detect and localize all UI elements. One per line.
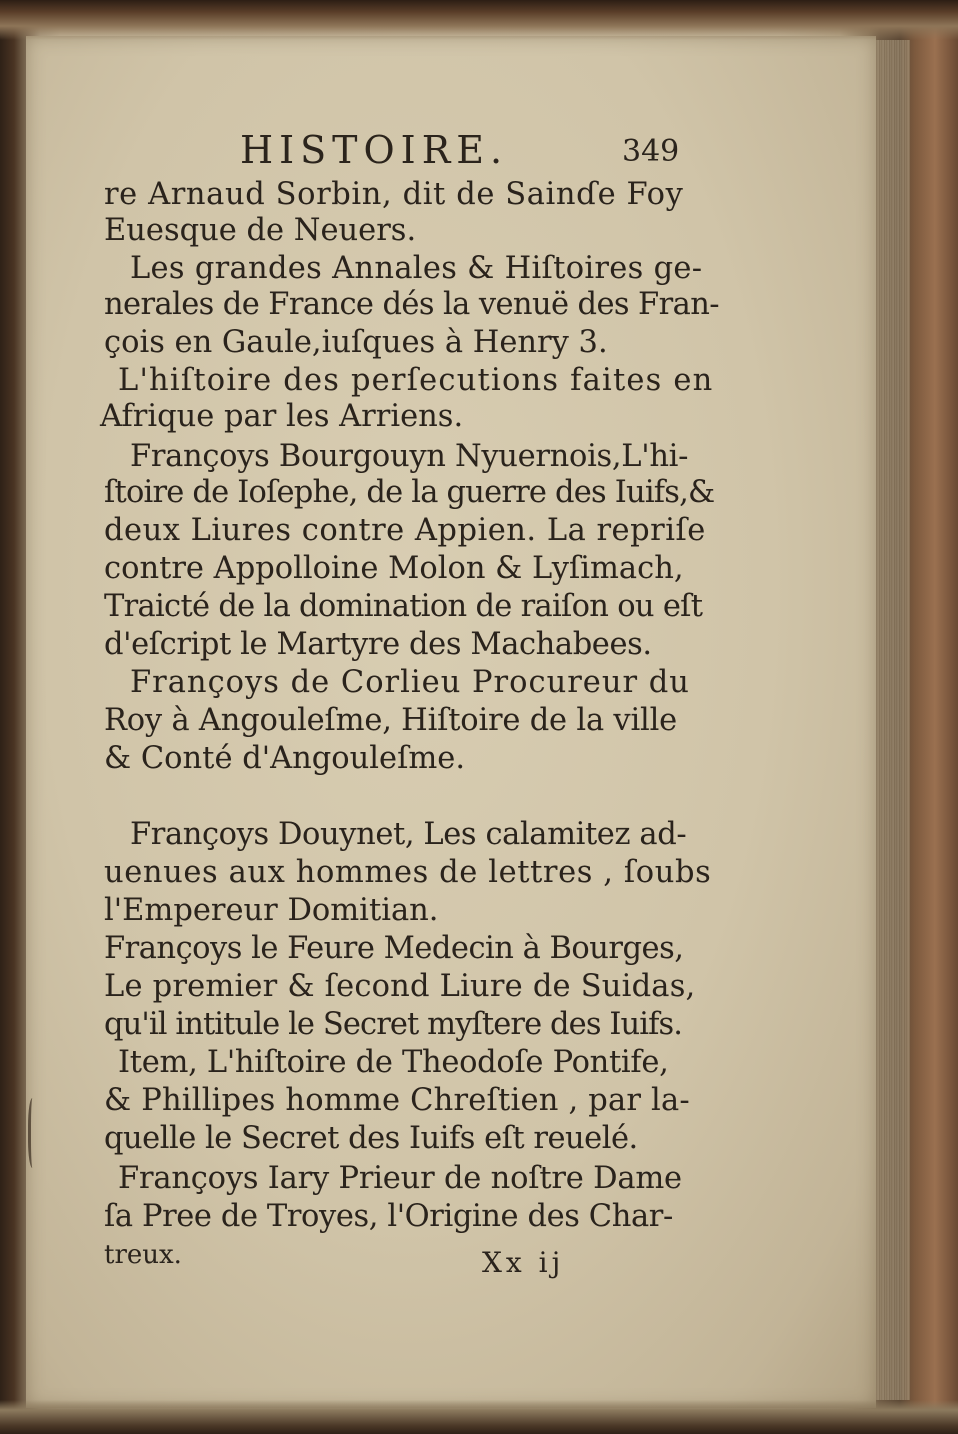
text-line: d'eſcript le Martyre des Machabees. xyxy=(104,627,652,662)
text-line: Afrique par les Arriens. xyxy=(100,399,464,434)
text-line: Françoys de Corlieu Procureur du xyxy=(130,665,690,700)
page-number: 349 xyxy=(622,134,680,169)
text-line: L'hiſtoire des perſecutions faites en xyxy=(118,363,714,398)
text-line: Roy à Angouleſme, Hiſtoire de la ville xyxy=(104,703,677,738)
text-line: re Arnaud Sorbin, dit de Sainɗe Foy xyxy=(104,177,684,212)
text-line: uenues aux hommes de lettres , ſoubs xyxy=(104,855,712,890)
text-line: çois en Gaule,iuſques à Henry 3. xyxy=(104,325,608,360)
text-line: Les grandes Annales & Hiſtoires ge- xyxy=(130,251,703,286)
text-line: qu'il intitule le Secret myſtere des Iuifs. xyxy=(104,1007,683,1042)
text-line: Françoys Bourgouyn Nyuernois,L'hi- xyxy=(130,439,689,474)
text-line: Traicté de la domination de raiſon ou eſt xyxy=(104,589,703,624)
text-line: ſa Pree de Troyes, l'Origine des Char- xyxy=(104,1199,673,1234)
text-line: deux Liures contre Appien. La repriſe xyxy=(104,513,706,548)
running-head: HISTOIRE. xyxy=(240,128,509,172)
text-line: & Phillipes homme Chreſtien , par la- xyxy=(104,1083,690,1118)
text-line: & Conté d'Angouleſme. xyxy=(104,741,466,776)
text-line: Euesque de Neuers. xyxy=(104,213,417,248)
text-line: treux. xyxy=(104,1240,182,1270)
text-line: ſtoire de Ioſephe, de la guerre des Iuifs,& xyxy=(104,475,715,510)
text-line: contre Appolloine Molon & Lyſimach, xyxy=(104,551,684,586)
text-line: nerales de France dés la venuë des Fran- xyxy=(104,287,719,322)
text-line: Françoys Douynet, Les calamitez ad- xyxy=(130,817,687,852)
text-line: l'Empereur Domitian. xyxy=(104,893,439,928)
text-line: Françoys le Feure Medecin à Bourges, xyxy=(104,931,684,966)
text-line: quelle le Secret des Iuifs eſt reuelé. xyxy=(104,1121,638,1156)
text-line: Item, L'hiſtoire de Theodoſe Pontife, xyxy=(118,1045,669,1080)
text-line: Le premier & ſecond Liure de Suidas, xyxy=(104,969,696,1004)
text-line: Françoys Iary Prieur de noſtre Dame xyxy=(118,1161,682,1196)
signature-mark: Xx ij xyxy=(482,1246,565,1279)
